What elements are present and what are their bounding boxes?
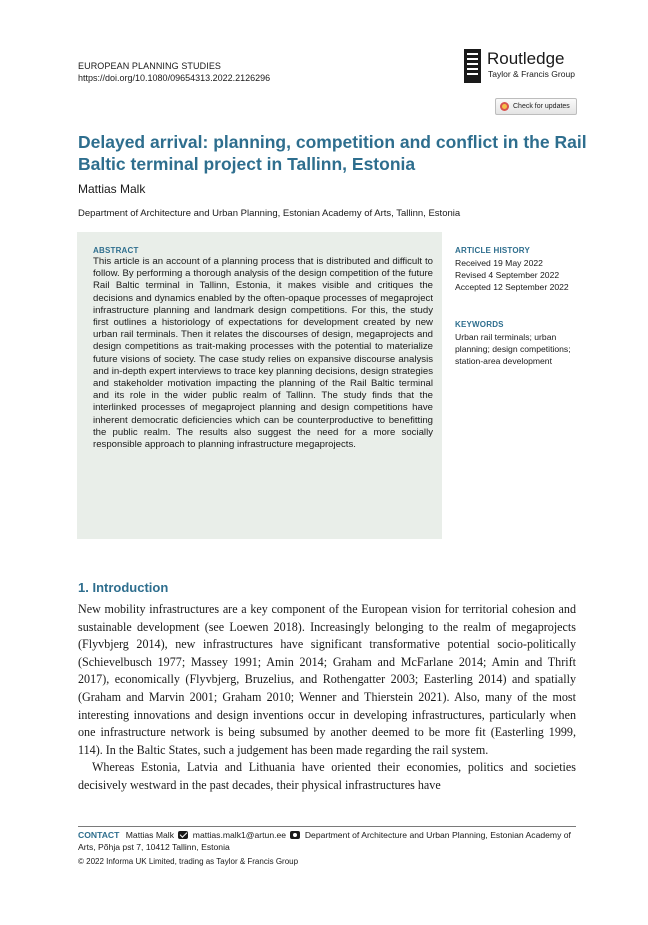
footer-divider [78,826,576,827]
paragraph: New mobility infrastructures are a key component of the European vision for territorial cohesion and sustainable development (see Loewen 2018). Increasingly belonging to the realm of megaprojects (Flyvbjerg 2014), new infrastructures have significant transformative potential socio-politically (Schievelbusch 1977; Massey 1991; Amin 2014; Graham and McFarlane 2014; Amin and Thrift 2017), economically (Flyvbjerg, Bruzelius, and Rothengatter 2003; Easterling 2014) and spatially (Graham and Marvin 2001; Graham 2010; Wenner and Thierstein 2021). Also, many of the most interesting innovations and design inventions occur in developing infrastructures, particularly when one infrastructure network is being subsumed by another deemed to be more fit (Easterling 1999, 114). In the Baltic States, such a judgement has been made regarding the rail system. [78,602,576,757]
keywords-heading: KEYWORDS [455,320,504,329]
contact-info [78,830,576,853]
paragraph: Whereas Estonia, Latvia and Lithuania have oriented their economies, politics and societies decisively westward in the past decades, their physical infrastructures have [78,760,576,792]
routledge-mark-icon [464,49,481,83]
abstract-text: This article is an account of a planning process that is distributed and difficult to follow. By performing a thorough analysis of the design competition of the future Rail Baltic terminal in Tallinn, Estonia, it makes visible and critiques the decisions and dynamics enabled by the often-opaque processes of megaproject infrastructure planning and landmark design competitions. For this, the study first outlines a historiology of expectations for development created by new urban rail terminals. Then it relates the discourses of design, megaprojects and design competitions as trait-making processes with the potential to materialize future visions of society. The case study relies on expansive discourse analysis and in-depth expert interviews to trace key planning decisions, design strategies and stakeholder motivation impacting the planning of the Rail Baltic terminal and its role in the wider public realm of Tallinn. The study finds that the interlinked processes of megaproject planning and design competitions have inherent democratic deficiencies which can be counterproductive to benefitting the public realm. The results also suggest the need for a more socially responsible approach to planning infrastructure megaprojects. [93,256,433,451]
article-history-heading: ARTICLE HISTORY [455,246,531,255]
publisher-subtitle: Taylor & Francis Group [488,69,575,79]
crossmark-icon [500,102,509,111]
copyright: © 2022 Informa UK Limited, trading as Taylor & Francis Group [78,857,299,866]
publisher-logo [464,49,584,85]
received-date: Received 19 May 2022 [455,258,543,268]
journal-name: EUROPEAN PLANNING STUDIES [78,61,222,71]
contact-name: Mattias Malk [125,830,174,840]
accepted-date: Accepted 12 September 2022 [455,282,569,292]
revised-date: Revised 4 September 2022 [455,270,560,280]
section-heading: 1. Introduction [78,580,169,595]
address-icon [290,831,300,839]
email-icon [178,831,188,839]
publisher-name: Routledge [487,49,565,68]
contact-address: Department of Architecture and Urban Planning, Estonian Academy of Arts, Põhja pst 7, 10412 Tallinn, Estonia [78,830,571,852]
author-affiliation: Department of Architecture and Urban Planning, Estonian Academy of Arts, Tallinn, Estonia [78,208,461,219]
article-title: Delayed arrival: planning, competition and conflict in the Rail Baltic terminal project in Tallinn, Estonia [78,132,587,174]
check-for-updates-button[interactable] [495,98,577,115]
journal-header [78,60,270,84]
check-updates-label: Check for updates [513,103,570,110]
abstract-heading: ABSTRACT [93,246,139,255]
contact-label: CONTACT [78,830,120,840]
contact-email[interactable]: mattias.malk1@artun.ee [192,830,287,840]
author-name[interactable]: Mattias Malk [78,182,146,196]
body-text [78,601,576,795]
article-history [455,257,575,293]
keywords-text: Urban rail terminals; urban planning; design competitions; station-area development [455,332,571,366]
doi-link[interactable]: https://doi.org/10.1080/09654313.2022.2126296 [78,73,271,83]
